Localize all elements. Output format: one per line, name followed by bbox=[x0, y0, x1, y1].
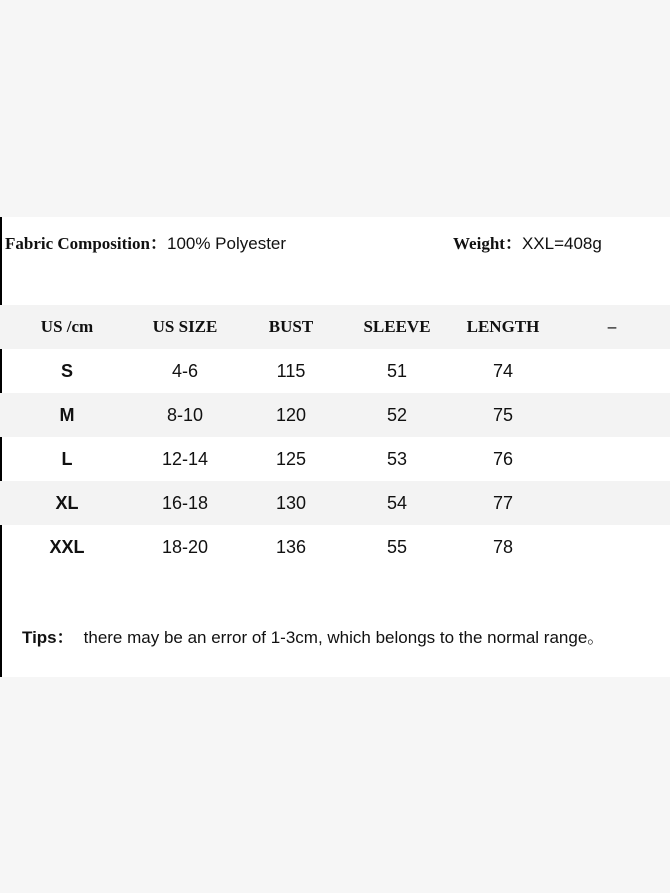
sleeve-value: 55 bbox=[386, 537, 408, 557]
bust-value: 136 bbox=[275, 537, 307, 557]
length-value: 78 bbox=[492, 537, 514, 557]
header-length: LENGTH bbox=[466, 317, 540, 336]
us-size-value: 8-10 bbox=[166, 405, 204, 425]
header-extra: – bbox=[607, 317, 617, 336]
header-sleeve: SLEEVE bbox=[363, 317, 431, 336]
tips-label: Tips： bbox=[22, 628, 74, 647]
bust-value: 130 bbox=[275, 493, 307, 513]
tips-note bbox=[22, 623, 604, 648]
weight-value: XXL=408g bbox=[521, 234, 602, 253]
table-row bbox=[0, 481, 670, 525]
length-value: 75 bbox=[492, 405, 514, 425]
sleeve-value: 53 bbox=[386, 449, 408, 469]
bust-value: 125 bbox=[275, 449, 307, 469]
us-size-value: 12-14 bbox=[161, 449, 209, 469]
size-chart-card bbox=[0, 217, 670, 677]
us-size-value: 18-20 bbox=[161, 537, 209, 557]
weight-label: Weight： bbox=[453, 234, 522, 253]
tips-text: there may be an error of 1-3cm, which belongs to the normal range。 bbox=[83, 628, 605, 647]
us-size-value: 4-6 bbox=[171, 361, 199, 381]
table-row bbox=[0, 525, 670, 569]
size-label: XL bbox=[55, 493, 79, 513]
size-table bbox=[0, 305, 670, 569]
sleeve-value: 52 bbox=[386, 405, 408, 425]
us-size-value: 16-18 bbox=[161, 493, 209, 513]
size-label: M bbox=[59, 405, 75, 425]
fabric-composition-label: Fabric Composition： bbox=[5, 234, 167, 253]
size-label: L bbox=[61, 449, 73, 469]
header-us-size: US SIZE bbox=[152, 317, 218, 336]
fabric-composition-value: 100% Polyester bbox=[166, 234, 287, 253]
bust-value: 120 bbox=[275, 405, 307, 425]
table-row bbox=[0, 437, 670, 481]
bust-value: 115 bbox=[276, 361, 306, 381]
table-header-row bbox=[0, 305, 670, 349]
table-row bbox=[0, 393, 670, 437]
fabric-composition bbox=[5, 229, 286, 254]
size-label: XXL bbox=[49, 537, 85, 557]
sleeve-value: 51 bbox=[386, 361, 408, 381]
length-value: 74 bbox=[492, 361, 514, 381]
weight-info bbox=[453, 229, 602, 254]
table-row bbox=[0, 349, 670, 393]
size-label: S bbox=[60, 361, 74, 381]
header-bust: BUST bbox=[268, 317, 314, 336]
length-value: 76 bbox=[492, 449, 514, 469]
sleeve-value: 54 bbox=[386, 493, 408, 513]
header-us-cm: US /cm bbox=[40, 317, 94, 336]
length-value: 77 bbox=[492, 493, 514, 513]
